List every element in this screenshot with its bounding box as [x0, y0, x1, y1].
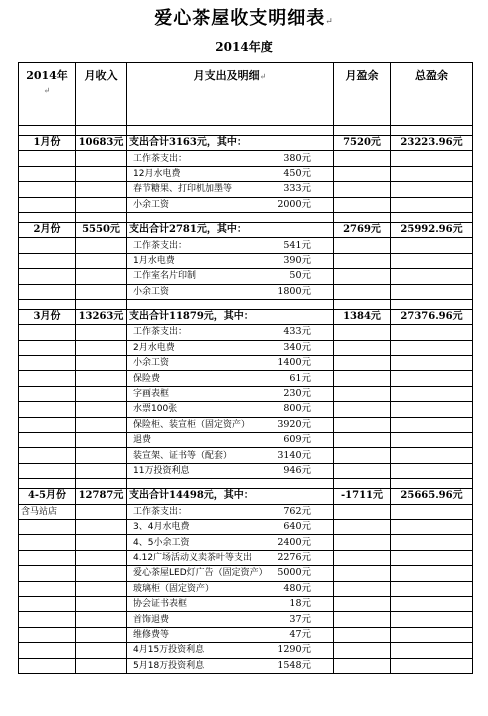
- expense-item-name: 4、5小余工资: [133, 537, 190, 548]
- income-cell: [76, 253, 127, 268]
- month-cell: [19, 433, 76, 448]
- expense-item-cell: [127, 519, 334, 534]
- expense-item-row: [19, 166, 473, 181]
- balance-cell: [334, 519, 391, 534]
- expense-item-row: [19, 550, 473, 565]
- expense-item-name: 玻璃柜（固定资产）: [133, 583, 215, 594]
- month-cell: [19, 402, 76, 417]
- balance-cell: [334, 504, 391, 519]
- month-summary-row: [19, 489, 473, 504]
- expense-item-row: [19, 448, 473, 463]
- balance-cell: [334, 658, 391, 673]
- income-cell: [76, 519, 127, 534]
- expense-item-cell: [127, 197, 334, 212]
- expense-item-name: 工作室名片印制: [133, 271, 197, 282]
- income-cell: [76, 417, 127, 432]
- income-cell: 10683元: [76, 136, 127, 151]
- expense-item-cell: [127, 448, 334, 463]
- spacer-cell: [76, 299, 127, 309]
- expense-item-cell: [127, 166, 334, 181]
- month-summary-row: [19, 136, 473, 151]
- expense-item-cell: [127, 596, 334, 611]
- spacer-cell: [76, 212, 127, 222]
- expense-item-name: 爱心茶屋LED灯广告（固定资产）: [133, 568, 268, 579]
- income-cell: 12787元: [76, 489, 127, 504]
- expense-item-amount: 640元: [283, 521, 311, 533]
- expense-item-amount: 333元: [283, 183, 311, 195]
- expense-item-amount: 2276元: [277, 551, 311, 563]
- expense-item-name: 2月水电费: [133, 342, 175, 353]
- expense-item-row: [19, 643, 473, 658]
- header-expense: 月支出及明细↵: [127, 63, 334, 126]
- month-cell: [19, 197, 76, 212]
- expense-item-name: 首饰退费: [133, 614, 170, 625]
- month-cell: [19, 566, 76, 581]
- spacer-cell: [391, 212, 473, 222]
- balance-cell: [334, 151, 391, 166]
- total-cell: [391, 643, 473, 658]
- month-note: 含马站店: [19, 504, 76, 519]
- expense-item-row: [19, 325, 473, 340]
- balance-cell: [334, 356, 391, 371]
- income-cell: [76, 612, 127, 627]
- balance-cell: [334, 386, 391, 401]
- expense-item-amount: 18元: [289, 598, 311, 610]
- month-summary-row: [19, 309, 473, 324]
- expense-summary-cell: 支出合计2781元，其中：: [127, 222, 334, 237]
- spacer-cell: [334, 212, 391, 222]
- expense-item-name: 小余工资: [133, 199, 170, 210]
- month-cell: [19, 596, 76, 611]
- spacer-cell: [334, 479, 391, 489]
- balance-cell: [334, 166, 391, 181]
- expense-item-name: 工作茶支出：: [133, 240, 188, 251]
- balance-cell: [334, 325, 391, 340]
- expense-item-row: [19, 433, 473, 448]
- expense-item-cell: [127, 658, 334, 673]
- expense-item-cell: [127, 535, 334, 550]
- month-cell: 2月份: [19, 222, 76, 237]
- total-cell: [391, 284, 473, 299]
- expense-item-cell: [127, 151, 334, 166]
- expense-item-row: [19, 596, 473, 611]
- month-summary-row: [19, 222, 473, 237]
- expense-item-name: 保险费: [133, 373, 161, 384]
- month-cell: 3月份: [19, 309, 76, 324]
- total-cell: [391, 238, 473, 253]
- header-total: 总盈余: [391, 63, 473, 126]
- expense-item-amount: 230元: [283, 388, 311, 400]
- balance-cell: [334, 581, 391, 596]
- expense-item-amount: 433元: [283, 326, 311, 338]
- total-cell: [391, 325, 473, 340]
- total-cell: [391, 371, 473, 386]
- expense-item-amount: 3920元: [277, 418, 311, 430]
- expense-item-row: [19, 417, 473, 432]
- income-cell: [76, 433, 127, 448]
- balance-cell: [334, 596, 391, 611]
- month-cell: [19, 627, 76, 642]
- expense-item-amount: 480元: [283, 582, 311, 594]
- expense-item-name: 4.12广场活动义卖茶叶等支出: [133, 552, 253, 563]
- income-cell: [76, 182, 127, 197]
- expense-item-amount: 609元: [283, 434, 311, 446]
- expense-item-name: 工作茶支出：: [133, 506, 188, 517]
- income-cell: [76, 581, 127, 596]
- expense-item-amount: 1548元: [277, 659, 311, 671]
- income-cell: [76, 448, 127, 463]
- section-spacer: [19, 212, 473, 222]
- expense-item-row: [19, 151, 473, 166]
- month-cell: [19, 253, 76, 268]
- month-cell: [19, 284, 76, 299]
- total-cell: [391, 417, 473, 432]
- month-cell: [19, 340, 76, 355]
- expense-item-cell: [127, 325, 334, 340]
- expense-item-row: [19, 519, 473, 534]
- expense-item-cell: [127, 371, 334, 386]
- expense-item-row: [19, 566, 473, 581]
- income-cell: [76, 151, 127, 166]
- expense-item-name: 11万投资利息: [133, 466, 190, 476]
- expense-item-row: [19, 535, 473, 550]
- total-cell: [391, 535, 473, 550]
- spacer-cell: [19, 479, 76, 489]
- balance-cell: [334, 448, 391, 463]
- month-cell: [19, 417, 76, 432]
- month-cell: [19, 182, 76, 197]
- month-cell: [19, 269, 76, 284]
- expense-item-cell: [127, 566, 334, 581]
- expense-summary-cell: 支出合计11879元，其中：: [127, 309, 334, 324]
- expense-item-cell: [127, 550, 334, 565]
- expense-item-cell: [127, 627, 334, 642]
- income-cell: [76, 463, 127, 478]
- section-spacer: [19, 126, 473, 136]
- total-cell: 25992.96元: [391, 222, 473, 237]
- month-cell: [19, 448, 76, 463]
- spacer-cell: [76, 126, 127, 136]
- total-cell: [391, 197, 473, 212]
- spacer-cell: [19, 299, 76, 309]
- spacer-cell: [334, 126, 391, 136]
- income-cell: [76, 284, 127, 299]
- income-cell: [76, 566, 127, 581]
- spacer-cell: [19, 212, 76, 222]
- total-cell: 27376.96元: [391, 309, 473, 324]
- month-cell: [19, 386, 76, 401]
- balance-cell: [334, 284, 391, 299]
- income-cell: [76, 386, 127, 401]
- expense-item-row: [19, 402, 473, 417]
- expense-item-name: 字画表框: [133, 389, 170, 400]
- total-cell: 25665.96元: [391, 489, 473, 504]
- expense-item-row: [19, 197, 473, 212]
- expense-item-amount: 2000元: [277, 198, 311, 210]
- month-cell: [19, 356, 76, 371]
- month-cell: [19, 612, 76, 627]
- total-cell: [391, 433, 473, 448]
- total-cell: [391, 448, 473, 463]
- paragraph-mark: ↵: [325, 17, 334, 27]
- total-cell: [391, 581, 473, 596]
- expense-item-row: [19, 182, 473, 197]
- month-cell: [19, 658, 76, 673]
- expense-item-cell: [127, 269, 334, 284]
- balance-cell: [334, 269, 391, 284]
- expense-item-cell: [127, 504, 334, 519]
- expense-item-cell: [127, 643, 334, 658]
- expense-item-name: 装宣架、证书等（配套）: [133, 450, 233, 461]
- expense-item-row: [19, 627, 473, 642]
- total-cell: [391, 402, 473, 417]
- expense-item-row: [19, 356, 473, 371]
- expense-item-name: 4月15万投资利息: [133, 645, 205, 656]
- document-title-text: 爱心茶屋收支明细表: [154, 8, 326, 29]
- income-cell: [76, 371, 127, 386]
- balance-cell: [334, 340, 391, 355]
- income-cell: [76, 658, 127, 673]
- month-cell: [19, 238, 76, 253]
- balance-cell: [334, 238, 391, 253]
- spacer-cell: [334, 299, 391, 309]
- expense-item-cell: [127, 356, 334, 371]
- expense-item-amount: 1290元: [277, 644, 311, 656]
- expense-item-amount: 37元: [289, 613, 311, 625]
- ledger-table: [18, 62, 473, 674]
- income-cell: [76, 238, 127, 253]
- total-cell: [391, 566, 473, 581]
- expense-item-amount: 50元: [289, 270, 311, 282]
- income-cell: [76, 535, 127, 550]
- income-cell: [76, 325, 127, 340]
- total-cell: [391, 386, 473, 401]
- expense-item-cell: [127, 238, 334, 253]
- expense-item-amount: 47元: [289, 628, 311, 640]
- expense-item-row: [19, 612, 473, 627]
- header-balance: 月盈余: [334, 63, 391, 126]
- spacer-cell: [391, 299, 473, 309]
- month-cell: [19, 535, 76, 550]
- header-year: 2014年 ↵: [19, 63, 76, 126]
- total-cell: [391, 596, 473, 611]
- spacer-cell: [127, 479, 334, 489]
- total-cell: [391, 550, 473, 565]
- income-cell: [76, 627, 127, 642]
- income-cell: [76, 340, 127, 355]
- expense-item-amount: 541元: [283, 239, 311, 251]
- document-subtitle: 2014年度: [215, 40, 273, 54]
- expense-item-row: [19, 386, 473, 401]
- expense-item-cell: [127, 581, 334, 596]
- expense-item-name: 小余工资: [133, 358, 170, 369]
- expense-item-name: 3、4月水电费: [133, 522, 190, 533]
- total-cell: [391, 627, 473, 642]
- total-cell: [391, 519, 473, 534]
- expense-item-row: [19, 284, 473, 299]
- total-cell: [391, 253, 473, 268]
- month-cell: [19, 371, 76, 386]
- total-cell: [391, 269, 473, 284]
- header-income: 月收入: [76, 63, 127, 126]
- spacer-cell: [127, 212, 334, 222]
- balance-cell: -1711元: [334, 489, 391, 504]
- balance-cell: [334, 433, 391, 448]
- expense-item-cell: [127, 417, 334, 432]
- expense-item-row: [19, 504, 473, 519]
- expense-item-amount: 1800元: [277, 285, 311, 297]
- balance-cell: [334, 566, 391, 581]
- expense-item-name: 保险柜、装宣柜（固定资产）: [133, 419, 251, 430]
- expense-item-amount: 450元: [283, 167, 311, 179]
- month-cell: [19, 581, 76, 596]
- expense-item-amount: 1400元: [277, 357, 311, 369]
- expense-item-amount: 61元: [289, 372, 311, 384]
- income-cell: 5550元: [76, 222, 127, 237]
- expense-item-amount: 3140元: [277, 449, 311, 461]
- expense-item-name: 维修费等: [133, 629, 170, 640]
- total-cell: [391, 182, 473, 197]
- total-cell: [391, 504, 473, 519]
- expense-item-name: 退费: [133, 435, 152, 446]
- header-row: [19, 63, 473, 126]
- spacer-cell: [127, 126, 334, 136]
- expense-item-amount: 380元: [283, 152, 311, 164]
- expense-item-name: 协会证书表框: [133, 599, 188, 610]
- expense-item-name: 水票100张: [133, 404, 178, 415]
- total-cell: [391, 463, 473, 478]
- balance-cell: [334, 627, 391, 642]
- expense-item-name: 工作茶支出：: [133, 153, 188, 164]
- balance-cell: 7520元: [334, 136, 391, 151]
- spacer-cell: [391, 126, 473, 136]
- income-cell: [76, 596, 127, 611]
- expense-item-amount: 5000元: [277, 567, 311, 579]
- expense-item-row: [19, 463, 473, 478]
- income-cell: [76, 166, 127, 181]
- month-cell: 4-5月份: [19, 489, 76, 504]
- section-spacer: [19, 479, 473, 489]
- balance-cell: [334, 417, 391, 432]
- balance-cell: 2769元: [334, 222, 391, 237]
- expense-item-row: [19, 253, 473, 268]
- total-cell: [391, 658, 473, 673]
- expense-item-name: 春节糖果、打印机加墨等: [133, 184, 233, 195]
- income-cell: [76, 269, 127, 284]
- balance-cell: [334, 197, 391, 212]
- expense-item-row: [19, 371, 473, 386]
- expense-item-row: [19, 269, 473, 284]
- expense-summary-cell: 支出合计3163元，其中：: [127, 136, 334, 151]
- expense-item-name: 1月水电费: [133, 255, 175, 266]
- month-cell: [19, 463, 76, 478]
- expense-item-row: [19, 658, 473, 673]
- expense-item-cell: [127, 284, 334, 299]
- month-cell: [19, 151, 76, 166]
- income-cell: 13263元: [76, 309, 127, 324]
- income-cell: [76, 643, 127, 658]
- balance-cell: [334, 643, 391, 658]
- balance-cell: [334, 535, 391, 550]
- document-title: [0, 4, 488, 30]
- spacer-cell: [127, 299, 334, 309]
- expense-item-row: [19, 581, 473, 596]
- expense-item-amount: 340元: [283, 341, 311, 353]
- spacer-cell: [19, 126, 76, 136]
- expense-item-amount: 390元: [283, 254, 311, 266]
- expense-item-amount: 800元: [283, 403, 311, 415]
- expense-item-name: 12月水电费: [133, 168, 181, 179]
- total-cell: [391, 356, 473, 371]
- balance-cell: [334, 402, 391, 417]
- month-cell: [19, 325, 76, 340]
- expense-item-cell: [127, 402, 334, 417]
- expense-item-cell: [127, 433, 334, 448]
- expense-summary-cell: 支出合计14498元，其中：: [127, 489, 334, 504]
- income-cell: [76, 504, 127, 519]
- balance-cell: [334, 182, 391, 197]
- section-spacer: [19, 299, 473, 309]
- balance-cell: 1384元: [334, 309, 391, 324]
- month-cell: 1月份: [19, 136, 76, 151]
- expense-item-cell: [127, 612, 334, 627]
- expense-item-amount: 762元: [283, 505, 311, 517]
- expense-item-amount: 2400元: [277, 536, 311, 548]
- month-cell: [19, 643, 76, 658]
- income-cell: [76, 402, 127, 417]
- spacer-cell: [391, 479, 473, 489]
- balance-cell: [334, 612, 391, 627]
- expense-item-cell: [127, 340, 334, 355]
- income-cell: [76, 197, 127, 212]
- spacer-cell: [76, 479, 127, 489]
- balance-cell: [334, 371, 391, 386]
- total-cell: [391, 166, 473, 181]
- expense-item-amount: 946元: [283, 465, 311, 476]
- income-cell: [76, 550, 127, 565]
- expense-item-row: [19, 238, 473, 253]
- month-cell: [19, 519, 76, 534]
- balance-cell: [334, 550, 391, 565]
- expense-item-row: [19, 340, 473, 355]
- balance-cell: [334, 463, 391, 478]
- expense-item-name: 小余工资: [133, 286, 170, 297]
- expense-item-cell: [127, 253, 334, 268]
- total-cell: [391, 612, 473, 627]
- month-cell: [19, 550, 76, 565]
- expense-item-cell: [127, 386, 334, 401]
- total-cell: 23223.96元: [391, 136, 473, 151]
- expense-item-name: 5月18万投资利息: [133, 660, 205, 671]
- balance-cell: [334, 253, 391, 268]
- income-cell: [76, 356, 127, 371]
- total-cell: [391, 340, 473, 355]
- expense-item-cell: [127, 463, 334, 478]
- month-cell: [19, 166, 76, 181]
- expense-item-name: 工作茶支出：: [133, 327, 188, 338]
- expense-item-cell: [127, 182, 334, 197]
- total-cell: [391, 151, 473, 166]
